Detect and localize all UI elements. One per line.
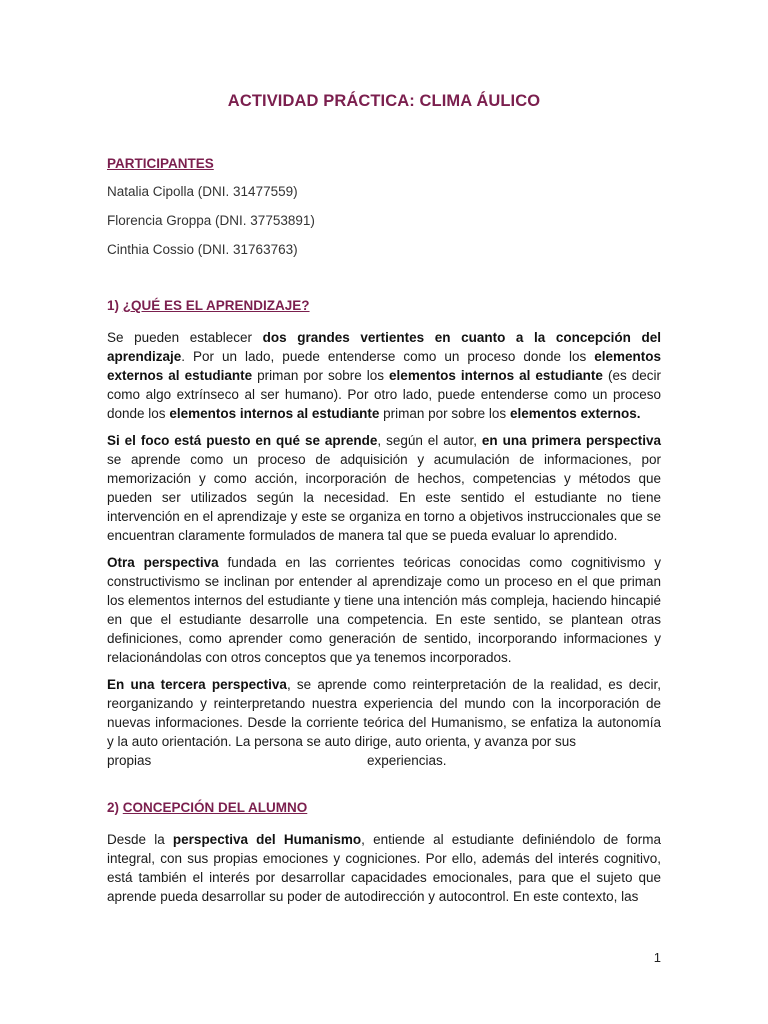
bold-run: elementos internos al estudiante [169,406,380,421]
document-title: ACTIVIDAD PRÁCTICA: CLIMA ÁULICO [227,92,541,110]
text-run: experiencias. [367,753,447,768]
text-run: , se aprende como reinterpretación de la realidad, es decir, reorganizando y reinterpretando nuestra experiencia del mundo con la incorporación de nuevas informaciones. Desde la corriente teórica del Humanismo, se enfatiza la autonomía y la auto orientación. La persona se auto dirige, auto orienta, y avanza por sus [107,677,661,749]
section-2-heading [107,798,661,818]
participant-item: Florencia Groppa (DNI. 37753891) [107,213,315,228]
section-2-number: 2) [107,800,123,815]
text-run: . Por un lado, puede entenderse como un proceso donde los [181,349,595,364]
section-1-number: 1) [107,298,123,313]
page-number: 1 [653,950,661,965]
text-run: fundada en las corrientes teóricas conocidas como cognitivismo y constructivismo se inclinan por entender al aprendizaje como un proceso en el que priman los elementos internos del estudiante y tiene una intención más compleja, haciendo hincapié en que el estudiante desarrolle una competencia. En este sentido, se plantean otras definiciones, como aprender como generación de sentido, incorporando informaciones y relacionándolas con otros conceptos que ya tenemos incorporados. [107,555,661,665]
bold-run: en una primera perspectiva [481,433,661,448]
bold-run: Otra perspectiva [107,555,219,570]
text-run: se aprende como un proceso de adquisición y acumulación de informaciones, por memorización y como acción, incorporación de hechos, competencias y métodos que pueden ser utilizados según la necesidad. En este sentido el estudiante no tiene intervención en el aprendizaje y este se organiza en torno a objetivos instruccionales que se encuentran claramente formulados de manera tal que se pueda evaluar lo aprendido. [107,452,661,543]
bold-run: dos grandes vertientes en cuanto a la concepción del aprendizaje [107,330,661,364]
participant-item: Cinthia Cossio (DNI. 31763763) [107,242,298,257]
section-1-title: ¿QUÉ ES EL APRENDIZAJE? [122,298,310,313]
text-run: (es decir como algo extrínseco al ser humano). Por otro lado, puede entenderse como un proceso donde los [107,368,661,421]
text-run: Se pueden establecer [107,330,263,345]
text-run: priman por sobre los [379,406,510,421]
section-1-paragraph-3 [107,553,661,667]
bold-run: elementos internos al estudiante [389,368,603,383]
text-run: , entiende al estudiante definiéndolo de forma integral, con sus propias emociones y cogniciones. Por ello, además del interés cognitivo, está también el interés por desarrollar capacidades emocionales, para que el sujeto que aprende pueda desarrollar su poder de autodirección y autocontrol. En este contexto, las [107,832,661,904]
section-1-paragraph-1 [107,328,661,423]
text-run: , según el autor, [377,433,482,448]
section-2-paragraph-1 [107,830,661,906]
section-1-paragraph-2 [107,431,661,545]
text-run: Desde la [107,832,173,847]
bold-run: perspectiva del Humanismo [172,832,362,847]
participants-list [107,182,661,260]
bold-run: elementos externos al estudiante [107,349,661,383]
bold-run: Si el foco está puesto en qué se aprende [107,433,378,448]
section-2-title: CONCEPCIÓN DEL ALUMNO [122,800,308,815]
text-run: priman por sobre los [252,368,390,383]
text-run: propias [107,753,152,768]
section-1-heading [107,296,661,316]
participant-item: Natalia Cipolla (DNI. 31477559) [107,184,298,199]
bold-run: En una tercera perspectiva [107,677,287,692]
participants-heading: PARTICIPANTES [107,156,214,171]
section-1-paragraph-4 [107,675,661,751]
section-1-paragraph-4-last-line [107,751,661,770]
page-content [107,88,661,906]
bold-run: elementos externos. [509,406,641,421]
